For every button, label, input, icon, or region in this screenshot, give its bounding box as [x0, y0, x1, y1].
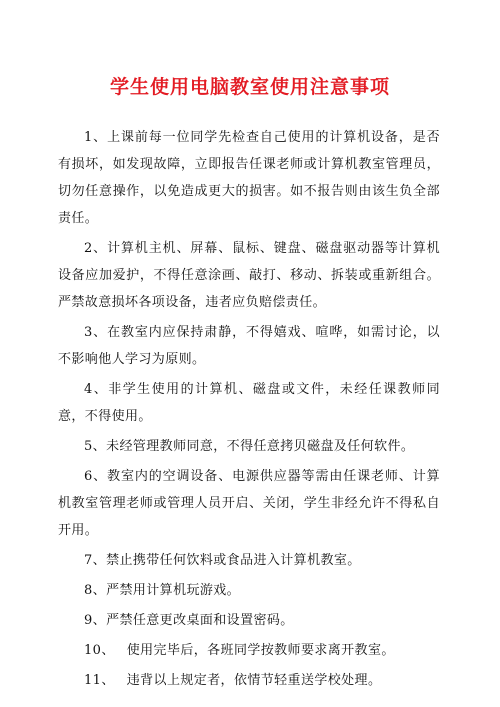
rule-item: [58, 577, 440, 604]
rule-text: 未经管理教师同意，不得任意拷贝磁盘及任何软件。: [106, 439, 415, 454]
rule-item: [58, 667, 440, 694]
rule-text: 使用完毕后，各班同学按教师要求离开教室。: [126, 643, 395, 658]
rule-item: [58, 463, 440, 544]
rule-text: 违背以上规定者，依情节轻重送学校处理。: [126, 673, 382, 688]
rule-number: 2、: [84, 241, 108, 256]
rule-item: [58, 637, 440, 664]
rule-item: [58, 319, 440, 373]
rule-item: [58, 547, 440, 574]
rule-text: 计算机主机、屏幕、鼠标、键盘、磁盘驱动器等计算机设备应加爱护，不得任意涂画、敲打、移动、拆装或重新组合。严禁故意损坏各项设备，违者应负赔偿责任。: [58, 241, 440, 310]
rule-number: 3、: [84, 325, 108, 340]
rule-number: 7、: [84, 553, 107, 568]
rule-text: 严禁任意更改桌面和设置密码。: [106, 613, 294, 628]
rule-number: 9、: [84, 613, 107, 628]
rule-item: [58, 376, 440, 430]
rule-item: [58, 433, 440, 460]
rule-text: 严禁用计算机玩游戏。: [106, 583, 241, 598]
rule-number: 4、: [84, 382, 109, 397]
rule-text: 上课前每一位同学先检查自己使用的计算机设备，是否有损坏，如发现故障，立即报告任课老师或计算机教室管理员，切勿任意操作，以免造成更大的损害。如不报告则由该生负全部责任。: [58, 130, 440, 226]
rule-item: [58, 235, 440, 316]
rule-text: 禁止携带任何饮料或食品进入计算机教室。: [106, 553, 361, 568]
rule-item: [58, 124, 440, 232]
rule-number: 5、: [84, 439, 107, 454]
rule-text: 非学生使用的计算机、磁盘或文件，未经任课教师同意，不得使用。: [58, 382, 440, 424]
rule-number: 11、: [84, 673, 115, 688]
rule-text: 教室内的空调设备、电源供应器等需由任课老师、计算机教室管理老师或管理人员开启、关闭，学生非经允许不得私自开用。: [58, 469, 440, 538]
rules-list: [58, 124, 440, 694]
rule-number: 10、: [84, 643, 115, 658]
rule-item: [58, 607, 440, 634]
rule-number: 1、: [84, 130, 108, 145]
document-title: 学生使用电脑教室使用注意事项: [109, 76, 390, 98]
rule-number: 8、: [84, 583, 107, 598]
rule-number: 6、: [84, 469, 108, 484]
rule-text: 在教室内应保持肃静，不得嬉戏、喧哗，如需讨论，以不影响他人学习为原则。: [58, 325, 440, 367]
